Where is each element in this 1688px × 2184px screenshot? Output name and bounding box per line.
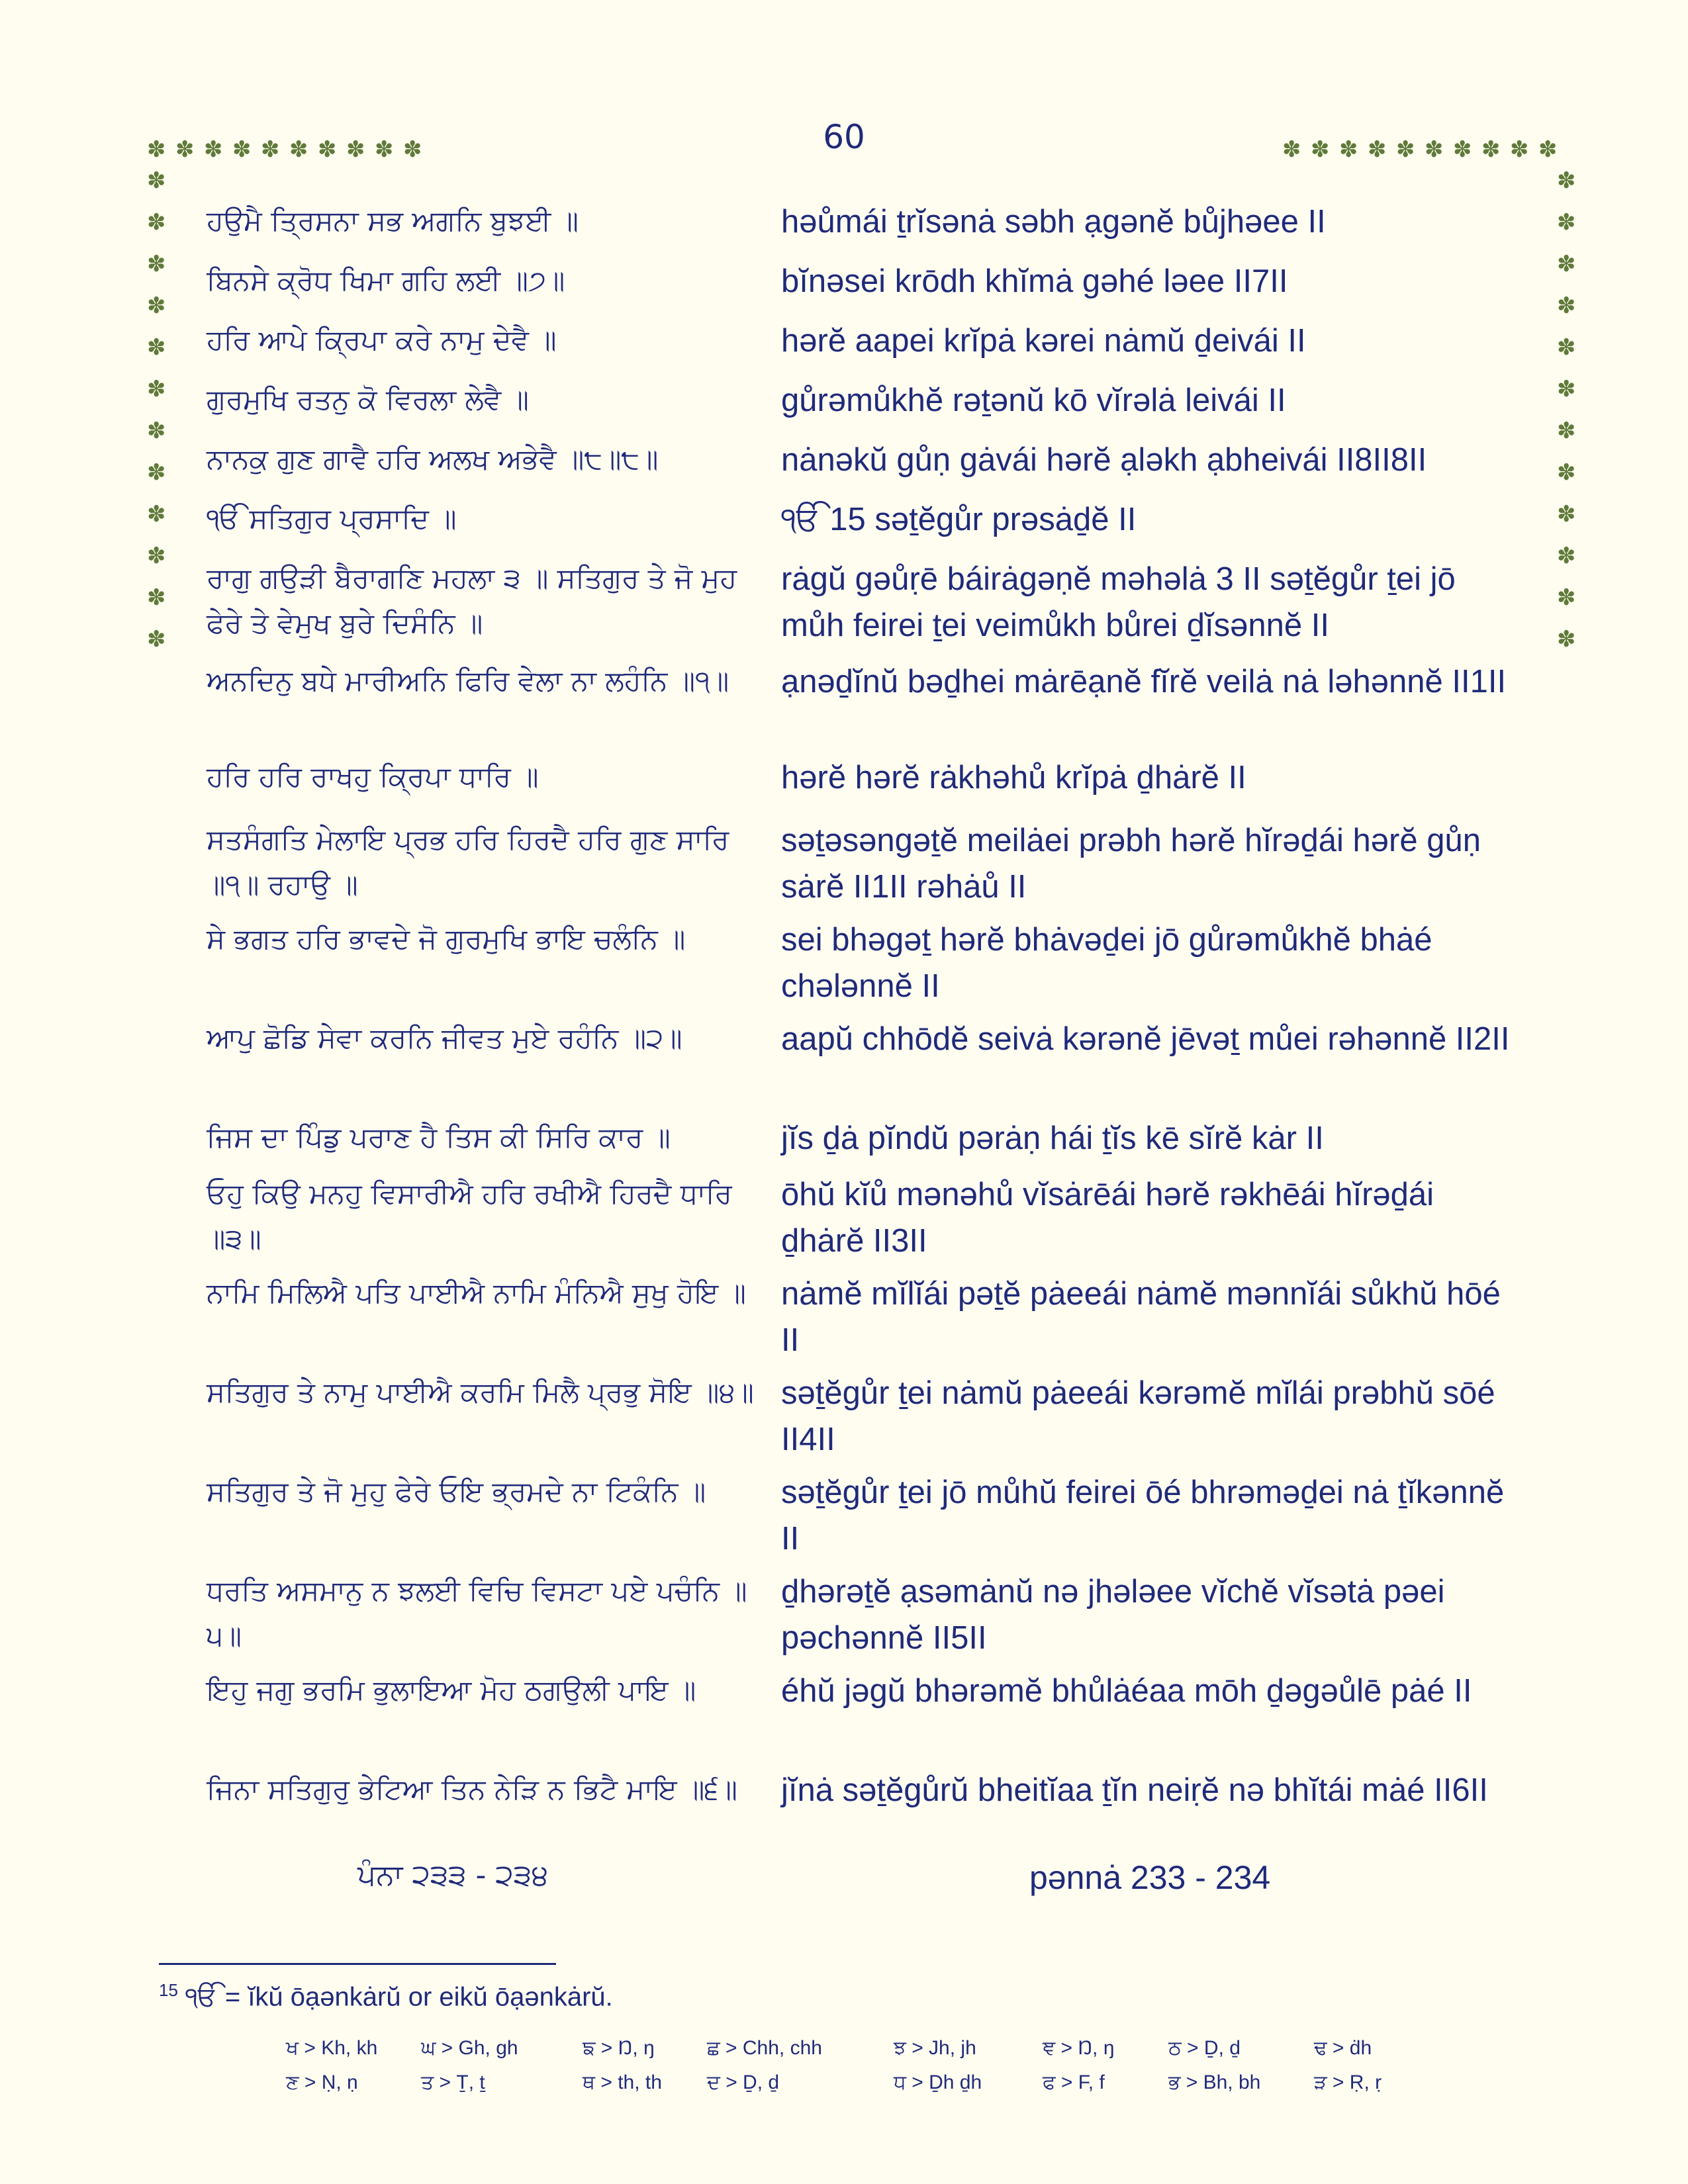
footnote-divider — [159, 1963, 556, 1965]
flower-ornament-icon — [147, 297, 164, 314]
flower-ornament-icon — [1557, 297, 1574, 314]
flower-ornament-icon — [232, 141, 250, 158]
key-entry: ੜ > Ṛ, ṛ — [1314, 2071, 1382, 2093]
key-entry: ਠ > Ḏ, ḏ — [1168, 2037, 1241, 2059]
verse-transliteration: həůmái ṯrĭsənȧ səbh ạgənĕ bůjhəee II — [781, 204, 1326, 240]
flower-ornament-icon — [1368, 141, 1385, 158]
flower-ornament-icon — [147, 464, 164, 481]
page-reference-gurmukhi: ਪੰਨਾ ੨੩੩ - ੨੩੪ — [357, 1858, 549, 1892]
verse-gurmukhi: ਓਹੁ ਕਿਉ ਮਨਹੁ ਵਿਸਾਰੀਐ ਹਰਿ ਰਖੀਐ ਹਿਰਦੈ ਧਾਰਿ ॥੩॥ — [207, 1177, 741, 1255]
verse-transliteration: ḏhərəṯĕ ạsəmȧnŭ nə jhələee vĭchĕ vĭsətȧ pəei pəchənnĕ II5II — [781, 1574, 1454, 1656]
flower-ornament-icon — [1557, 547, 1574, 565]
flower-ornament-icon — [147, 172, 164, 189]
flower-ornament-icon — [147, 631, 164, 648]
verse-transliteration: gůrəmůkhĕ rəṯənŭ kō vĭrəlȧ leivái II — [781, 383, 1286, 418]
flower-ornament-icon — [147, 214, 164, 231]
footnote-mark: 15 — [159, 1980, 178, 2000]
flower-ornament-icon — [147, 506, 164, 523]
flower-ornament-icon — [1425, 141, 1442, 158]
key-entry: ਥ > th, th — [583, 2071, 662, 2093]
flower-ornament-icon — [204, 141, 221, 158]
verse-transliteration: səṯĕgůr ṯei nȧmŭ pȧeeái kərəmĕ mĭlái prəbhŭ sōé II4II — [781, 1375, 1505, 1457]
verse-gurmukhi: ਨਾਨਕੁ ਗੁਣ ਗਾਵੈ ਹਰਿ ਅਲਖ ਅਭੇਵੈ ॥੮॥੮॥ — [207, 443, 659, 475]
flower-ornament-icon — [1538, 141, 1556, 158]
verse-gurmukhi: ਆਪੁ ਛੋਡਿ ਸੇਵਾ ਕਰਨਿ ਜੀਵਤ ਮੁਏ ਰਹੰਨਿ ॥੨॥ — [207, 1022, 682, 1054]
flower-ornament-icon — [346, 141, 363, 158]
verse-gurmukhi: ਗੁਰਮੁਖਿ ਰਤਨੁ ਕੋ ਵਿਰਲਾ ਲੇਵੈ ॥ — [207, 383, 529, 416]
flower-ornament-icon — [1481, 141, 1499, 158]
flower-ornament-icon — [147, 381, 164, 398]
flower-ornament-icon — [175, 141, 193, 158]
key-entry: ਢ > ḋh — [1314, 2037, 1372, 2059]
verse-transliteration: nȧmĕ mĭlĭái pəṯĕ pȧeeái nȧmĕ mənnĭái sůkhŭ hōé II — [781, 1276, 1510, 1358]
verse-gurmukhi: ਇਹੁ ਜਗੁ ਭਰਮਿ ਭੁਲਾਇਆ ਮੋਹ ਠਗਉਲੀ ਪਾਇ ॥ — [207, 1674, 696, 1706]
flower-ornament-icon — [1557, 172, 1574, 189]
key-entry: ਦ > Ḏ, ḏ — [707, 2071, 780, 2093]
key-entry: ਙ > Ŋ, ŋ — [583, 2037, 655, 2059]
verse-transliteration: rȧgŭ gəůṛē báirȧgəṇĕ məhəlȧ 3 II səṯĕgůr ṯei jō můh feirei ṯei veimůkh bůrei ḏĭsənnĕ II — [781, 561, 1465, 643]
key-entry: ਭ > Bh, bh — [1168, 2071, 1261, 2093]
flower-ornament-icon — [1311, 141, 1328, 158]
verse-gurmukhi: ਜਿਸ ਦਾ ਪਿੰਡੁ ਪਰਾਣ ਹੈ ਤਿਸ ਕੀ ਸਿਰਿ ਕਾਰ ॥ — [207, 1121, 671, 1154]
verse-gurmukhi: ਸਤਿਗੁਰ ਤੇ ਨਾਮੁ ਪਾਈਐ ਕਰਮਿ ਮਿਲੈ ਪ੍ਰਭੁ ਸੋਇ ॥੪॥ — [207, 1376, 754, 1408]
verse-transliteration: səṯəsəngəṯĕ meilȧei prəbh hərĕ hĭrəḏái hərĕ gůṇ sȧrĕ II1II rəhȧů II — [781, 823, 1490, 905]
verse-transliteration: ạnəḏĭnŭ bəḏhei mȧrēạnĕ fĭrĕ veilȧ nȧ ləhənnĕ II1II — [781, 664, 1507, 700]
verse-transliteration: sei bhəgəṯ hərĕ bhȧvəḏei jō gůrəmůkhĕ bhȧé chələnnĕ II — [781, 922, 1442, 1004]
key-entry: ਧ > Ḏh ḏh — [894, 2071, 982, 2093]
flower-ornament-icon — [1557, 255, 1574, 273]
flower-ornament-icon — [1557, 339, 1574, 356]
key-entry: ਞ > Ŋ, ŋ — [1043, 2037, 1115, 2059]
page-reference-translit: pənnȧ 233 - 234 — [1029, 1859, 1271, 1896]
key-entry: ਘ > Gh, gh — [421, 2037, 518, 2059]
flower-ornament-icon — [318, 141, 335, 158]
flower-ornament-icon — [147, 339, 164, 356]
flower-ornament-icon — [1510, 141, 1527, 158]
verse-gurmukhi: ਅਨਦਿਨੁ ਬਧੇ ਮਾਰੀਅਨਿ ਫਿਰਿ ਵੇਲਾ ਨਾ ਲਹੰਨਿ ॥੧॥ — [207, 664, 729, 697]
footnote-text: ੴ = ĭkŭ ōạənkȧrŭ or eikŭ ōạənkȧrŭ. — [185, 1982, 613, 2012]
flower-ornament-icon — [1557, 631, 1574, 648]
flower-ornament-icon — [261, 141, 278, 158]
verse-gurmukhi: ਹਰਿ ਆਪੇ ਕ੍ਰਿਪਾ ਕਰੇ ਨਾਮੁ ਦੇਵੈ ॥ — [207, 324, 557, 356]
verse-gurmukhi: ੴ ਸਤਿਗੁਰ ਪ੍ਰਸਾਦਿ ॥ — [207, 502, 457, 535]
flower-ornament-icon — [403, 141, 420, 158]
flower-ornament-icon — [147, 589, 164, 606]
verse-transliteration: aapŭ chhōdĕ seivȧ kərənĕ jēvəṯ můei rəhənnĕ II2II — [781, 1021, 1510, 1057]
flower-ornament-icon — [1282, 141, 1299, 158]
flower-ornament-icon — [1557, 422, 1574, 439]
verse-gurmukhi: ਜਿਨਾ ਸਤਿਗੁਰੁ ਭੇਟਿਆ ਤਿਨ ਨੇੜਿ ਨ ਭਿਟੈ ਮਾਇ ॥੬॥ — [207, 1773, 737, 1805]
flower-ornament-icon — [1453, 141, 1470, 158]
verse-transliteration: bĭnəsei krōdh khĭmȧ gəhé ləee II7II — [781, 263, 1288, 299]
verse-gurmukhi: ਰਾਗੁ ਗਉੜੀ ਬੈਰਾਗਣਿ ਮਹਲਾ ੩ ॥ ਸਤਿਗੁਰ ਤੇ ਜੋ ਮੁਹ ਫੇਰੇ ਤੇ ਵੇਮੁਖ ਬੁਰੇ ਦਿਸੰਨਿ ॥ — [207, 562, 746, 639]
key-entry: ਣ > Ṇ, ṇ — [286, 2071, 358, 2093]
verse-gurmukhi: ਧਰਤਿ ਅਸਮਾਨੁ ਨ ਝਲਈ ਵਿਚਿ ਵਿਸਟਾ ਪਏ ਪਚੰਨਿ ॥੫॥ — [207, 1574, 747, 1652]
flower-ornament-icon — [147, 141, 164, 158]
key-entry: ਫ > F, f — [1043, 2071, 1105, 2093]
flower-ornament-icon — [1557, 589, 1574, 606]
verse-transliteration: jĭnȧ səṯĕgůrŭ bheitĭaa ṯĭn neiṛĕ nə bhĭtái mȧé II6II — [781, 1772, 1488, 1808]
verse-gurmukhi: ਸਤਿਗੁਰ ਤੇ ਜੋ ਮੁਹੁ ਫੇਰੇ ਓਇ ਭ੍ਰਮਦੇ ਨਾ ਟਿਕੰਨਿ ॥ — [207, 1475, 706, 1508]
key-entry: ਖ > Kh, kh — [286, 2037, 378, 2059]
key-entry: ਤ > Ṯ, ṯ — [421, 2071, 485, 2093]
verse-transliteration: nȧnəkŭ gůṇ gȧvái hərĕ ạləkh ạbheivái II8II8II — [781, 442, 1427, 478]
verse-gurmukhi: ਸੇ ਭਗਤ ਹਰਿ ਭਾਵਦੇ ਜੋ ਗੁਰਮੁਖਿ ਭਾਇ ਚਲੰਨਿ ॥ — [207, 923, 686, 955]
page-number: 60 — [823, 118, 865, 156]
flower-ornament-icon — [1557, 464, 1574, 481]
flower-ornament-icon — [289, 141, 306, 158]
flower-ornament-icon — [147, 255, 164, 273]
verse-gurmukhi: ਬਿਨਸੇ ਕ੍ਰੋਧ ਖਿਮਾ ਗਹਿ ਲਈ ॥੭॥ — [207, 264, 565, 296]
verse-transliteration: ōhŭ kĭů mənəhů vĭsȧrēái hərĕ rəkhēái hĭrəḏái ḏhȧrĕ II3II — [781, 1177, 1443, 1259]
flower-ornament-icon — [147, 422, 164, 439]
footnote — [159, 1980, 613, 2012]
flower-ornament-icon — [1396, 141, 1413, 158]
verse-transliteration: səṯĕgůr ṯei jō můhŭ feirei ōé bhrəməḏei nȧ ṯĭkənnĕ II — [781, 1475, 1513, 1557]
flower-ornament-icon — [1557, 506, 1574, 523]
verse-transliteration: éhŭ jəgŭ bhərəmĕ bhůlȧéaa mōh ḏəgəůlē pȧé II — [781, 1673, 1472, 1709]
flower-ornament-icon — [147, 547, 164, 565]
verse-gurmukhi: ਨਾਮਿ ਮਿਲਿਐ ਪਤਿ ਪਾਈਐ ਨਾਮਿ ਮੰਨਿਐ ਸੁਖੁ ਹੋਇ ॥ — [207, 1277, 746, 1309]
verse-transliteration: hərĕ aapei krĭpȧ kərei nȧmŭ ḏeivái II — [781, 323, 1306, 359]
verse-gurmukhi: ਹਉਮੈ ਤ੍ਰਿਸਨਾ ਸਭ ਅਗਨਿ ਬੁਝਈ ॥ — [207, 205, 579, 237]
verse-transliteration: hərĕ hərĕ rȧkhəhů krĭpȧ ḏhȧrĕ II — [781, 760, 1246, 796]
verse-transliteration: ੴ 15 səṯĕgůr prəsȧḏĕ II — [781, 502, 1137, 537]
verse-gurmukhi: ਹਰਿ ਹਰਿ ਰਾਖਹੁ ਕ੍ਰਿਪਾ ਧਾਰਿ ॥ — [207, 760, 539, 793]
key-entry: ਛ > Chh, chh — [707, 2037, 822, 2059]
verse-transliteration: jĭs ḏȧ pĭndŭ pərȧṇ hái ṯĭs kē sĭrĕ kȧr II — [781, 1120, 1324, 1156]
flower-ornament-icon — [1339, 141, 1356, 158]
verse-gurmukhi: ਸਤਸੰਗਤਿ ਮੇਲਾਇ ਪ੍ਰਭ ਹਰਿ ਹਿਰਦੈ ਹਰਿ ਗੁਣ ਸਾਰਿ ॥੧॥ ਰਹਾਉ ॥ — [207, 823, 738, 901]
key-entry: ਝ > Jh, jh — [894, 2037, 976, 2059]
flower-ornament-icon — [1557, 381, 1574, 398]
flower-ornament-icon — [1557, 214, 1574, 231]
flower-ornament-icon — [375, 141, 392, 158]
